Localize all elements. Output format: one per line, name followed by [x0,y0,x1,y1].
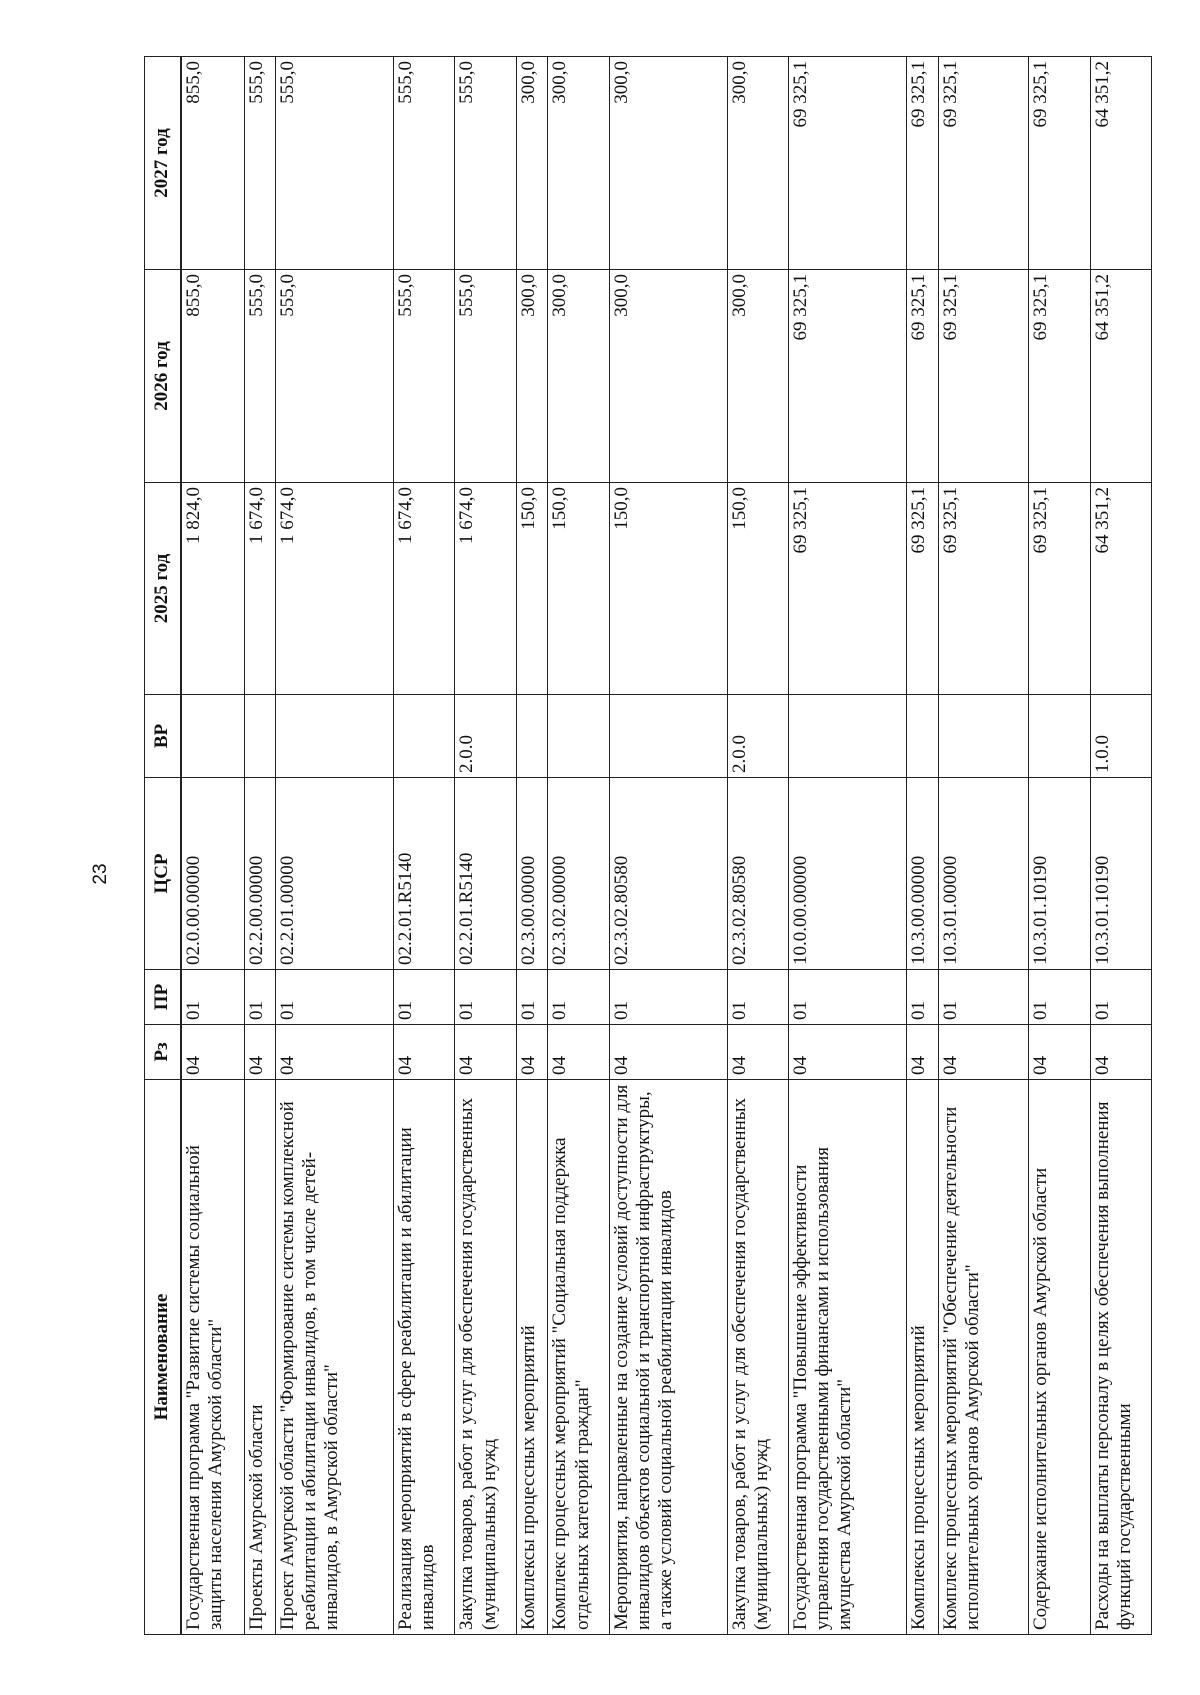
cell-csr: 02.0.00.00000 [181,778,245,970]
table-row [244,57,276,1635]
table-row [516,57,548,1635]
table-row [609,57,727,1635]
cell-pr: 01 [244,970,276,1025]
cell-pr: 01 [788,970,906,1025]
cell-rz: 04 [276,1025,394,1080]
cell-vr [788,695,906,778]
cell-name: Комплексы процессных мероприятий [516,1080,548,1635]
cell-2026: 300,0 [727,270,788,483]
cell-2026: 69 325,1 [1029,270,1090,483]
cell-csr: 02.2.01.R5140 [394,778,455,970]
cell-name: Проект Амурской области "Формирование системы комплексной реабилитации и абилитации инвалидов, в том числе детей-инвалидов, в Амурской области" [276,1080,394,1635]
cell-2027: 64 351,2 [1090,57,1151,270]
table-row [548,57,609,1635]
cell-2025: 150,0 [548,483,609,695]
cell-csr: 02.3.02.80580 [727,778,788,970]
cell-rz: 04 [516,1025,548,1080]
cell-pr: 01 [181,970,245,1025]
cell-rz: 04 [727,1025,788,1080]
header-csr: ЦСР [145,778,181,970]
cell-rz: 04 [455,1025,516,1080]
cell-pr: 01 [455,970,516,1025]
cell-rz: 04 [609,1025,727,1080]
budget-allocation-table [144,56,1152,1635]
cell-2027: 300,0 [609,57,727,270]
cell-rz: 04 [1029,1025,1090,1080]
table-row [788,57,906,1635]
header-pr: ПР [145,970,181,1025]
cell-2026: 555,0 [455,270,516,483]
cell-2025: 69 325,1 [938,483,1029,695]
cell-2025: 1 674,0 [394,483,455,695]
cell-vr: 1.0.0 [1090,695,1151,778]
table-row [455,57,516,1635]
cell-2026: 69 325,1 [788,270,906,483]
cell-2027: 300,0 [727,57,788,270]
cell-csr: 10.3.00.00000 [906,778,938,970]
cell-csr: 10.3.01.10190 [1090,778,1151,970]
cell-pr: 01 [906,970,938,1025]
table-row [1090,57,1151,1635]
cell-csr: 10.0.00.00000 [788,778,906,970]
cell-2026: 300,0 [609,270,727,483]
cell-2027: 300,0 [516,57,548,270]
cell-2026: 555,0 [276,270,394,483]
cell-2025: 150,0 [516,483,548,695]
cell-2026: 64 351,2 [1090,270,1151,483]
cell-2025: 1 824,0 [181,483,245,695]
cell-name: Закупка товаров, работ и услуг для обеспечения государственных (муниципальных) нужд [455,1080,516,1635]
cell-csr: 02.2.00.00000 [244,778,276,970]
cell-rz: 04 [938,1025,1029,1080]
header-2026: 2026 год [145,270,181,483]
table-row [394,57,455,1635]
cell-2027: 69 325,1 [906,57,938,270]
cell-2026: 555,0 [244,270,276,483]
cell-vr [609,695,727,778]
cell-2025: 64 351,2 [1090,483,1151,695]
cell-2025: 69 325,1 [788,483,906,695]
cell-csr: 10.3.01.00000 [938,778,1029,970]
cell-vr [394,695,455,778]
header-rz: Рз [145,1025,181,1080]
cell-vr: 2.0.0 [455,695,516,778]
cell-2027: 300,0 [548,57,609,270]
cell-rz: 04 [394,1025,455,1080]
cell-2027: 69 325,1 [788,57,906,270]
cell-vr [906,695,938,778]
cell-2026: 300,0 [548,270,609,483]
cell-rz: 04 [906,1025,938,1080]
cell-name: Мероприятия, направленные на создание условий доступности для инвалидов объектов социальной и транспортной инфраструктуры, а также условий социальной реабилитации инвалидов [609,1080,727,1635]
cell-vr [516,695,548,778]
cell-vr [276,695,394,778]
cell-name: Закупка товаров, работ и услуг для обеспечения государственных (муниципальных) нужд [727,1080,788,1635]
cell-csr: 02.2.01.R5140 [455,778,516,970]
cell-2027: 69 325,1 [1029,57,1090,270]
table-row [181,57,245,1635]
cell-csr: 02.2.01.00000 [276,778,394,970]
cell-csr: 02.3.02.80580 [609,778,727,970]
cell-rz: 04 [244,1025,276,1080]
cell-csr: 10.3.01.10190 [1029,778,1090,970]
cell-vr [548,695,609,778]
cell-2027: 855,0 [181,57,245,270]
cell-2027: 555,0 [455,57,516,270]
table-row [276,57,394,1635]
cell-rz: 04 [181,1025,245,1080]
cell-csr: 02.3.00.00000 [516,778,548,970]
cell-2027: 69 325,1 [938,57,1029,270]
cell-2025: 1 674,0 [276,483,394,695]
table-row [938,57,1029,1635]
cell-csr: 02.3.02.00000 [548,778,609,970]
cell-vr [244,695,276,778]
cell-name: Государственная программа "Развитие системы социальной защиты населения Амурской области" [181,1080,245,1635]
cell-rz: 04 [788,1025,906,1080]
cell-2026: 555,0 [394,270,455,483]
cell-2025: 69 325,1 [1029,483,1090,695]
header-2027: 2027 год [145,57,181,270]
cell-2027: 555,0 [394,57,455,270]
cell-2025: 150,0 [727,483,788,695]
cell-2026: 69 325,1 [938,270,1029,483]
cell-2025: 69 325,1 [906,483,938,695]
cell-name: Проекты Амурской области [244,1080,276,1635]
cell-name: Комплекс процессных мероприятий "Обеспечение деятельности исполнительных органов Амурской области" [938,1080,1029,1635]
cell-2026: 300,0 [516,270,548,483]
cell-name: Государственная программа "Повышение эффективности управления государственными финансами и использования имущества Амурской области" [788,1080,906,1635]
cell-name: Реализация мероприятий в сфере реабилитации и абилитации инвалидов [394,1080,455,1635]
cell-rz: 04 [548,1025,609,1080]
cell-2025: 1 674,0 [244,483,276,695]
cell-rz: 04 [1090,1025,1151,1080]
cell-name: Комплексы процессных мероприятий [906,1080,938,1635]
cell-2025: 1 674,0 [455,483,516,695]
header-vr: ВР [145,695,181,778]
cell-vr [938,695,1029,778]
cell-2027: 555,0 [276,57,394,270]
header-2025: 2025 год [145,483,181,695]
cell-name: Комплекс процессных мероприятий "Социальная поддержка отдельных категорий граждан" [548,1080,609,1635]
cell-2026: 69 325,1 [906,270,938,483]
cell-2027: 555,0 [244,57,276,270]
cell-2025: 150,0 [609,483,727,695]
cell-vr [1029,695,1090,778]
cell-2026: 855,0 [181,270,245,483]
cell-pr: 01 [516,970,548,1025]
cell-name: Содержание исполнительных органов Амурской области [1029,1080,1090,1635]
table-row [727,57,788,1635]
cell-pr: 01 [727,970,788,1025]
table-row [1029,57,1090,1635]
cell-pr: 01 [938,970,1029,1025]
cell-pr: 01 [1090,970,1151,1025]
page-number: 23 [90,863,111,885]
table-header-row [145,57,181,1635]
table-row [906,57,938,1635]
cell-pr: 01 [276,970,394,1025]
cell-vr [181,695,245,778]
cell-pr: 01 [548,970,609,1025]
cell-name: Расходы на выплаты персоналу в целях обеспечения выполнения функций государственными [1090,1080,1151,1635]
rotated-page-content [144,57,1152,1635]
cell-pr: 01 [394,970,455,1025]
header-name: Наименование [145,1080,181,1635]
cell-pr: 01 [1029,970,1090,1025]
cell-vr: 2.0.0 [727,695,788,778]
cell-pr: 01 [609,970,727,1025]
